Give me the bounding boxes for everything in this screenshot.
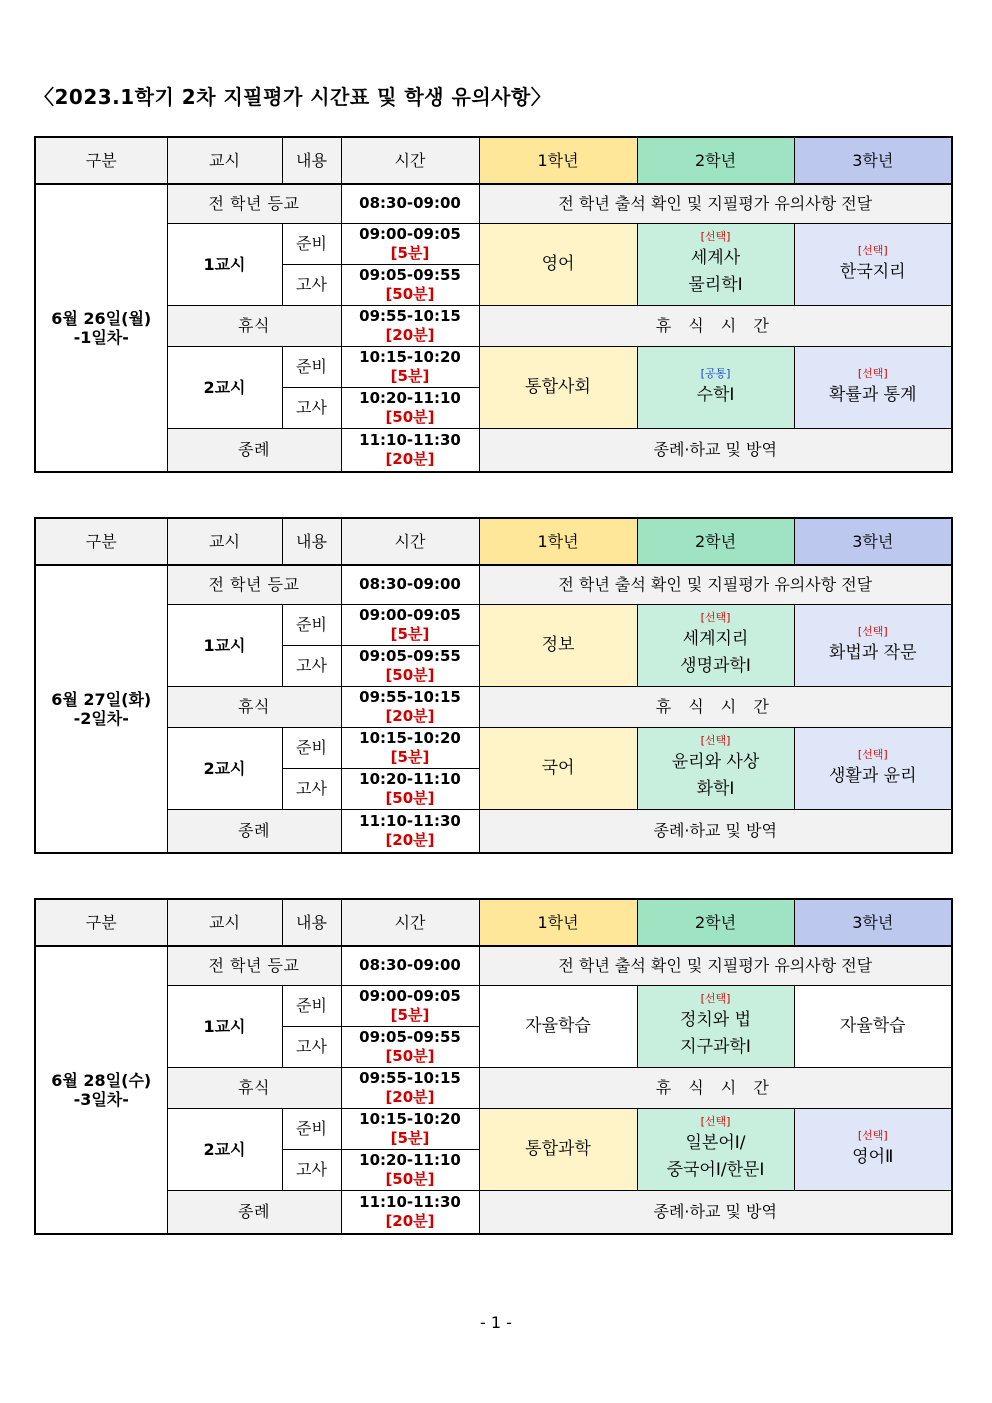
arrival-label: 전 학년 등교 xyxy=(167,946,341,985)
header-content: 내용 xyxy=(282,137,341,184)
period2-label: 2교시 xyxy=(167,727,282,809)
prep-duration: [5분] xyxy=(390,1005,430,1024)
exam-duration: [50분] xyxy=(385,665,435,684)
closing-row xyxy=(35,809,952,853)
break-row xyxy=(35,305,952,346)
break-row xyxy=(35,686,952,727)
prep-label: 준비 xyxy=(282,223,341,264)
header-grade3: 3학년 xyxy=(794,137,952,184)
exam-time: 10:20-11:10 xyxy=(359,769,461,788)
grade2-tag: [선택] xyxy=(700,611,731,624)
header-grade1: 1학년 xyxy=(479,137,637,184)
date-cell xyxy=(35,946,167,1234)
closing-note: 종례·하교 및 방역 xyxy=(479,1190,952,1234)
exam-time: 09:05-09:55 xyxy=(359,1027,461,1046)
prep-duration: [5분] xyxy=(390,243,430,262)
exam-duration: [50분] xyxy=(385,407,435,426)
schedule-table-day2 xyxy=(34,517,953,854)
break-time: 09:55-10:15 xyxy=(359,1068,461,1087)
period2-prep-row xyxy=(35,346,952,387)
closing-row xyxy=(35,1190,952,1234)
arrival-time: 08:30-09:00 xyxy=(359,194,461,213)
grade2-subject-a: 윤리와 사상 xyxy=(671,752,760,772)
header-time: 시간 xyxy=(341,899,479,946)
header-category: 구분 xyxy=(35,137,167,184)
grade1-subject: 정보 xyxy=(541,635,575,655)
break-note: 휴 식 시 간 xyxy=(479,305,952,346)
date-label: 6월 26일(월) xyxy=(51,309,152,328)
closing-label: 종례 xyxy=(167,428,341,472)
arrival-label: 전 학년 등교 xyxy=(167,565,341,604)
closing-duration: [20분] xyxy=(385,449,435,468)
break-label: 휴식 xyxy=(167,305,341,346)
header-content: 내용 xyxy=(282,899,341,946)
grade3-tag: [선택] xyxy=(857,1128,888,1142)
arrival-time: 08:30-09:00 xyxy=(359,575,461,594)
closing-duration: [20분] xyxy=(385,830,435,849)
prep-label: 준비 xyxy=(282,346,341,387)
closing-label: 종례 xyxy=(167,809,341,853)
exam-duration: [50분] xyxy=(385,788,435,807)
grade3-subject: 한국지리 xyxy=(839,261,906,282)
exam-time: 10:20-11:10 xyxy=(359,1150,461,1169)
prep-time: 09:00-09:05 xyxy=(359,605,461,624)
grade1-subject: 통합과학 xyxy=(525,1139,591,1159)
period1-label: 1교시 xyxy=(167,604,282,686)
grade3-subject: 확률과 통계 xyxy=(828,384,917,405)
grade2-subject-a: 일본어Ⅰ/ xyxy=(685,1133,746,1153)
grade3-subject: 영어Ⅱ xyxy=(852,1146,894,1167)
break-duration: [20분] xyxy=(385,1087,435,1106)
period1-label: 1교시 xyxy=(167,985,282,1067)
closing-duration: [20분] xyxy=(385,1211,435,1230)
grade2-subject-b: 물리학Ⅰ xyxy=(688,275,743,295)
header-row xyxy=(35,518,952,565)
day-label: -3일차- xyxy=(73,1090,129,1109)
grade2-subject-a: 정치와 법 xyxy=(679,1010,752,1030)
header-grade2: 2학년 xyxy=(637,137,794,184)
period1-prep-row xyxy=(35,985,952,1026)
break-label: 휴식 xyxy=(167,1067,341,1108)
arrival-note: 전 학년 출석 확인 및 지필평가 유의사항 전달 xyxy=(479,184,952,223)
arrival-row xyxy=(35,946,952,985)
break-label: 휴식 xyxy=(167,686,341,727)
closing-row xyxy=(35,428,952,472)
break-row xyxy=(35,1067,952,1108)
page-title: 〈2023.1학기 2차 지필평가 시간표 및 학생 유의사항〉 xyxy=(34,85,552,109)
grade2-tag: [선택] xyxy=(700,1115,731,1128)
header-row xyxy=(35,137,952,184)
period2-label: 2교시 xyxy=(167,346,282,428)
grade1-subject: 통합사회 xyxy=(525,377,591,397)
exam-duration: [50분] xyxy=(385,1169,435,1188)
grade3-subject: 자율학습 xyxy=(839,1015,906,1036)
break-time: 09:55-10:15 xyxy=(359,306,461,325)
period2-label: 2교시 xyxy=(167,1108,282,1190)
header-period: 교시 xyxy=(167,899,282,946)
prep-time: 10:15-10:20 xyxy=(359,1109,461,1128)
page-number: - 1 - xyxy=(480,1313,512,1332)
grade3-tag: [선택] xyxy=(857,243,888,257)
period2-prep-row xyxy=(35,727,952,768)
break-time: 09:55-10:15 xyxy=(359,687,461,706)
exam-duration: [50분] xyxy=(385,1046,435,1065)
header-grade2: 2학년 xyxy=(637,899,794,946)
break-duration: [20분] xyxy=(385,706,435,725)
period1-prep-row xyxy=(35,223,952,264)
prep-label: 준비 xyxy=(282,727,341,768)
grade3-tag: [선택] xyxy=(857,366,888,380)
arrival-time: 08:30-09:00 xyxy=(359,956,461,975)
closing-time: 11:10-11:30 xyxy=(359,430,461,449)
closing-note: 종례·하교 및 방역 xyxy=(479,809,952,853)
date-cell xyxy=(35,184,167,472)
schedule-table-day3 xyxy=(34,898,953,1235)
prep-duration: [5분] xyxy=(390,366,430,385)
exam-label: 고사 xyxy=(282,1026,341,1067)
grade3-tag: [선택] xyxy=(857,747,888,761)
header-grade1: 1학년 xyxy=(479,899,637,946)
date-label: 6월 28일(수) xyxy=(51,1071,152,1090)
grade1-subject: 국어 xyxy=(541,758,575,778)
day-label: -1일차- xyxy=(73,328,129,347)
prep-label: 준비 xyxy=(282,604,341,645)
grade2-tag: [선택] xyxy=(700,734,731,747)
header-row xyxy=(35,899,952,946)
grade3-tag: [선택] xyxy=(857,624,888,638)
exam-time: 10:20-11:10 xyxy=(359,388,461,407)
prep-duration: [5분] xyxy=(390,747,430,766)
break-note: 휴 식 시 간 xyxy=(479,686,952,727)
grade2-subject-b: 지구과학Ⅰ xyxy=(680,1037,751,1057)
grade1-subject: 영어 xyxy=(541,254,575,274)
exam-time: 09:05-09:55 xyxy=(359,646,461,665)
break-note: 휴 식 시 간 xyxy=(479,1067,952,1108)
prep-duration: [5분] xyxy=(390,624,430,643)
period2-prep-row xyxy=(35,1108,952,1149)
grade2-subject-b: 화학Ⅰ xyxy=(696,779,735,799)
grade2-subject-b: 중국어Ⅰ/한문Ⅰ xyxy=(666,1160,765,1180)
arrival-row xyxy=(35,565,952,604)
closing-label: 종례 xyxy=(167,1190,341,1234)
arrival-note: 전 학년 출석 확인 및 지필평가 유의사항 전달 xyxy=(479,565,952,604)
period1-prep-row xyxy=(35,604,952,645)
closing-time: 11:10-11:30 xyxy=(359,1192,461,1211)
exam-label: 고사 xyxy=(282,387,341,428)
header-period: 교시 xyxy=(167,137,282,184)
prep-time: 10:15-10:20 xyxy=(359,728,461,747)
exam-duration: [50분] xyxy=(385,284,435,303)
header-grade3: 3학년 xyxy=(794,899,952,946)
grade3-subject: 생활과 윤리 xyxy=(828,765,917,786)
grade2-subject-a: 세계사 xyxy=(690,248,741,268)
closing-time: 11:10-11:30 xyxy=(359,811,461,830)
grade2-tag: [선택] xyxy=(700,230,731,243)
date-cell xyxy=(35,565,167,853)
closing-note: 종례·하교 및 방역 xyxy=(479,428,952,472)
grade3-subject: 화법과 작문 xyxy=(828,642,917,663)
header-time: 시간 xyxy=(341,518,479,565)
exam-label: 고사 xyxy=(282,768,341,809)
exam-label: 고사 xyxy=(282,264,341,305)
day-label: -2일차- xyxy=(73,709,129,728)
exam-label: 고사 xyxy=(282,1149,341,1190)
prep-time: 09:00-09:05 xyxy=(359,224,461,243)
arrival-label: 전 학년 등교 xyxy=(167,184,341,223)
grade2-subject-b: 생명과학Ⅰ xyxy=(680,656,751,676)
prep-duration: [5분] xyxy=(390,1128,430,1147)
header-period: 교시 xyxy=(167,518,282,565)
date-label: 6월 27일(화) xyxy=(51,690,152,709)
arrival-row xyxy=(35,184,952,223)
header-category: 구분 xyxy=(35,518,167,565)
prep-label: 준비 xyxy=(282,985,341,1026)
header-time: 시간 xyxy=(341,137,479,184)
grade2-subject-a: 세계지리 xyxy=(682,629,749,649)
header-content: 내용 xyxy=(282,518,341,565)
arrival-note: 전 학년 출석 확인 및 지필평가 유의사항 전달 xyxy=(479,946,952,985)
exam-time: 09:05-09:55 xyxy=(359,265,461,284)
prep-time: 10:15-10:20 xyxy=(359,347,461,366)
grade1-subject: 자율학습 xyxy=(525,1016,591,1036)
header-grade3: 3학년 xyxy=(794,518,952,565)
grade2-tag: [공통] xyxy=(700,366,731,380)
grade2-subject-a: 수학Ⅰ xyxy=(696,384,735,405)
break-duration: [20분] xyxy=(385,325,435,344)
prep-label: 준비 xyxy=(282,1108,341,1149)
prep-time: 09:00-09:05 xyxy=(359,986,461,1005)
header-category: 구분 xyxy=(35,899,167,946)
schedule-table-day1 xyxy=(34,136,953,473)
header-grade1: 1학년 xyxy=(479,518,637,565)
period1-label: 1교시 xyxy=(167,223,282,305)
header-grade2: 2학년 xyxy=(637,518,794,565)
grade2-tag: [선택] xyxy=(700,992,731,1005)
exam-label: 고사 xyxy=(282,645,341,686)
